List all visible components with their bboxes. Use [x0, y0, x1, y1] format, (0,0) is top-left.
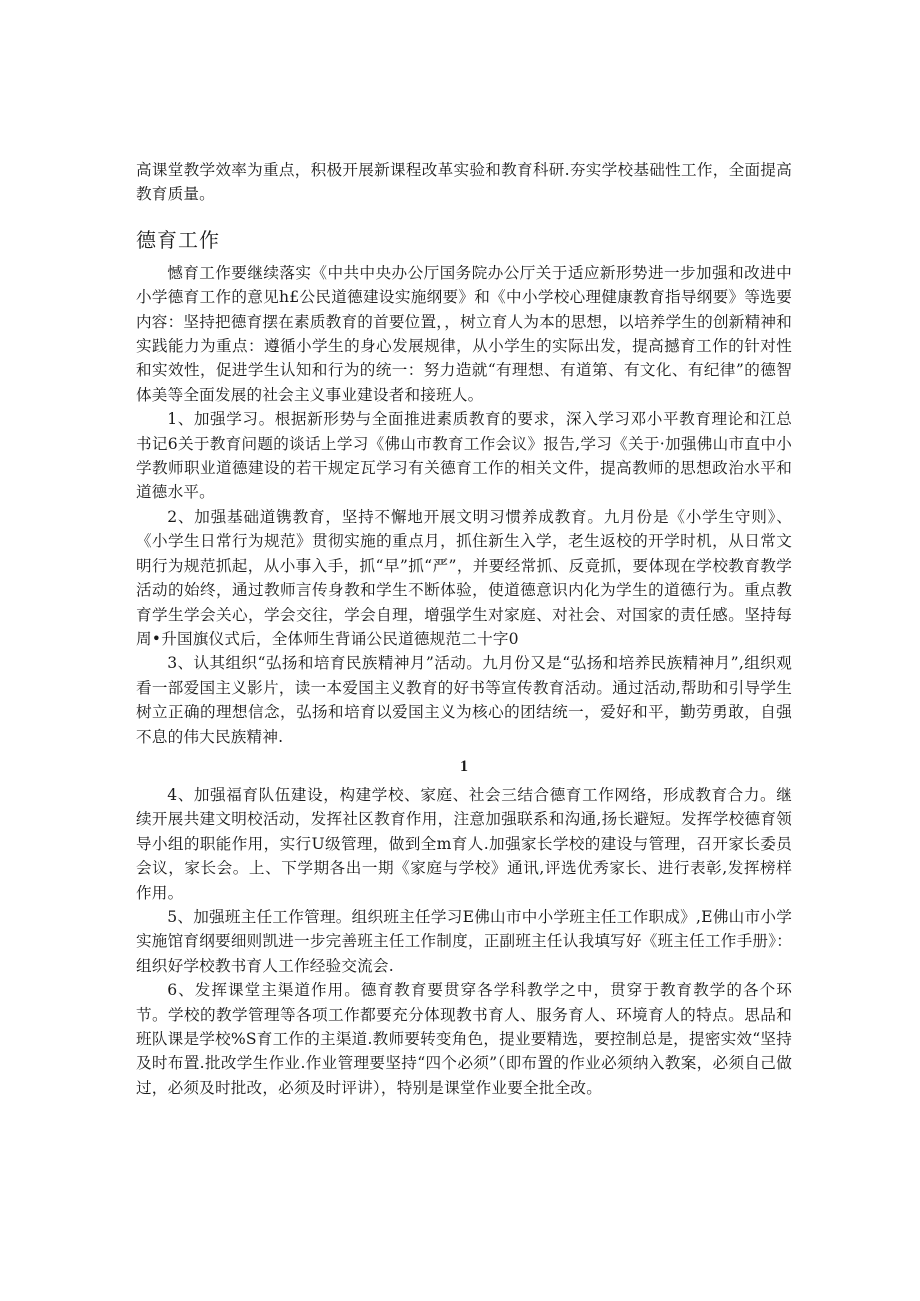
page-number: 1	[460, 757, 468, 775]
document-body	[136, 158, 792, 1100]
section-heading: 德育工作	[136, 227, 220, 252]
paragraph-item-5: 5、加强班主任工作管理。组织班主任学习E佛山市中小学班主任工作职成》,E佛山市小学实施馆育纲要细则凯进一步完善班主任工作制度，正副班主任认我填写好《班主任工作手册》：组织好学校教书育人工作经验交流会.	[136, 907, 792, 975]
paragraph-overview: 憾育工作要继续落实《中共中央办公厅国务院办公厅关于适应新形势进一步加强和改进中小学德育工作的意见h£公民道德建设实施纲要》和《中小学校心理健康教育指导纲要》等选要内容：坚持把德育摆在素质教育的首要位置，，树立育人为本的思想，以培养学生的创新精神和实践能力为重点：遵循小学生的身心发展规律，从小学生的实际出发，提高撼育工作的针对性和实效性，促进学生认知和行为的统一：努力造就“有理想、有道第、有文化、有纪律”的德智体美等全面发展的社会主义事业建设者和接班人。	[136, 263, 792, 404]
paragraph-item-4: 4、加强福育队伍建设，构建学校、家庭、社会三结合德育工作网络，形成教育合力。继续开展共建文明校活动，发挥社区教育作用，注意加强联系和沟通,扬长避短。发挥学校德育领导小组的职能作用，实行U级管理，做到全m育人.加强家长学校的建设与管理，召开家长委员会议，家长会。上、下学期各出一期《家庭与学校》通讯,评选优秀家长、进行表彰,发挥榜样作用。	[136, 785, 792, 902]
paragraph-item-3: 3、认其组织“弘扬和培育民族精神月”活动。九月份又是“弘扬和培养民族精神月”,组织观看一部爱国主义影片，读一本爱国主义教育的好书等宣传教育活动。通过活动,帮助和引导学生树立正确的理想信念，弘扬和培育以爱国主义为核心的团结统一，爱好和平，勤劳勇敢，自强不息的伟大民族精神.	[136, 654, 792, 746]
intro-paragraph: 高课堂教学效率为重点，积极开展新课程改革实验和教育科研.夯实学校基础性工作，全面提高教育质量。	[136, 161, 792, 204]
paragraph-item-6: 6、发挥课堂主渠道作用。德育教育要贯穿各学科教学之中，贯穿于教育教学的各个环节。学校的教学管理等各项工作都要充分体现教书育人、服务育人、环境育人的特点。思品和班队课是学校%S育工作的主渠道.教师要转变角色，提业要精选，要控制总是，提密实效“坚持及时布置.批改学生作业.作业管理要坚持“四个必须”（即布置的作业必须纳入教案，必须自己做过，必须及时批改，必须及时评讲），特别是课堂作业要全批全改。	[136, 981, 792, 1097]
paragraph-item-2: 2、加强基础道镌教育，坚持不懈地开展文明习惯养成教育。九月份是《小学生守则》、《小学生日常行为规范》贯彻实施的重点月，抓住新生入学，老生返校的开学时机，从日常文明行为规范抓起，从小事入手，抓“早”抓“严”，并要经常抓、反竟抓，要体现在学校教育教学活动的始终，通过教师言传身教和学生不断体验，使道德意识内化为学生的道德行为。重点教育学生学会关心，学会交往，学会自理，增强学生对家庭、对社会、对国家的责任感。坚持每周•升国旗仪式后，全体师生背诵公民道德规范二十字0	[136, 507, 792, 648]
paragraph-item-1: 1、加强学习。根据新形势与全面推进素质教育的要求，深入学习邓小平教育理论和江总书记6关于教育问题的谈话上学习《佛山市教育工作会议》报告,学习《关于·加强佛山市直中小学教师职业道德建设的若干规定瓦学习有关德育工作的相关文件，提高教师的思想政治水平和道德水平。	[136, 410, 792, 502]
